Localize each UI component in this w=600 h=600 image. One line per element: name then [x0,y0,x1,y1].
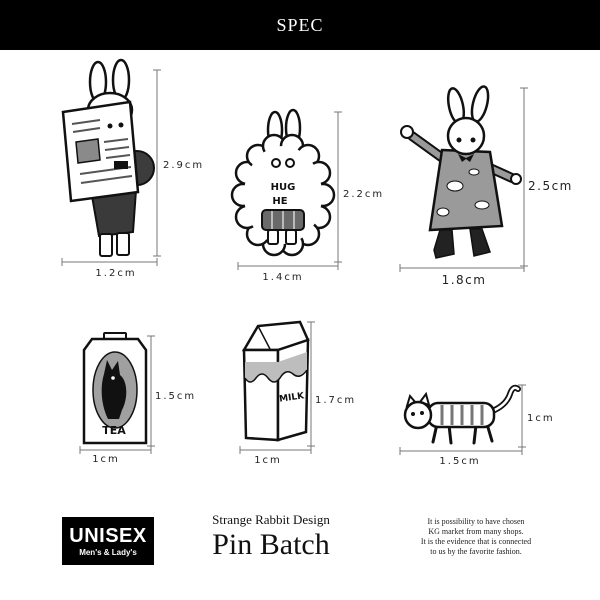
height-label: 1.7cm [315,395,357,406]
wolf-eye [111,376,115,380]
pin-newspaper-rabbit [63,60,154,256]
bunny-eye [286,159,294,167]
pin-tea-card [84,333,146,443]
product-title-block [186,512,356,562]
rabbit-ear [469,85,491,123]
pin-lettering: MILK [278,391,305,405]
brand-note [398,517,554,557]
newspaper-photo [76,139,100,163]
cat-eye [411,412,415,416]
rabbit-coat [430,150,502,230]
bunny-leg [268,230,278,244]
pin-lettering: HUG [270,182,296,193]
pin-coat-rabbit [401,85,521,258]
height-label: 1.5cm [155,391,197,402]
rabbit-eye [119,123,124,128]
pin-milk-carton [244,322,308,440]
badge-title: UNISEX [69,524,147,547]
width-label: 1.5cm [439,456,481,467]
badge-subtitle: Men's & Lady's [79,547,137,557]
header-title: SPEC [276,14,324,35]
rabbit-hand [401,126,413,138]
rabbit-eye [457,138,462,143]
rabbit-leg [100,234,112,256]
coat-patch [447,181,463,191]
bunny-eye [272,159,280,167]
pin-lettering: HE [272,196,288,207]
width-label: 1.4cm [262,272,304,283]
pin-fluffy-bunny [232,110,334,255]
height-label: 1cm [527,413,555,424]
rabbit-boot [470,229,490,256]
newspaper-block [114,161,128,169]
cat-head [405,402,431,428]
width-label: 1cm [254,455,282,466]
note-line: It is possibility to have chosen [427,517,525,526]
width-label: 1.2cm [95,268,137,279]
unisex-badge [62,517,154,565]
bunny-leg [286,230,296,244]
spec-header [0,0,600,50]
product-name: Pin Batch [212,528,330,561]
rabbit-leg [117,233,129,255]
height-label: 2.9cm [163,160,205,171]
product-tagline: Strange Rabbit Design [212,512,330,527]
height-label: 2.2cm [343,189,385,200]
pin-striped-cat [405,388,518,443]
note-line: to us by the favorite fashion. [430,547,522,556]
rabbit-hand [511,174,521,184]
rabbit-eye [108,124,113,129]
rabbit-eye [471,138,476,143]
note-line: It is the evidence that is connected [420,537,532,546]
note-line: KG market from many shops. [428,527,524,536]
rabbit-boot [434,230,454,258]
coat-patch [475,201,489,209]
coat-patch [437,208,449,216]
cat-eye [420,411,424,415]
newspaper [63,102,138,201]
rabbit-head [448,118,484,154]
pin-lettering: TEA [102,424,126,437]
width-label: 1.8cm [441,273,487,287]
coat-patch [469,169,479,175]
height-label: 2.5cm [528,179,573,193]
width-label: 1cm [92,454,120,465]
